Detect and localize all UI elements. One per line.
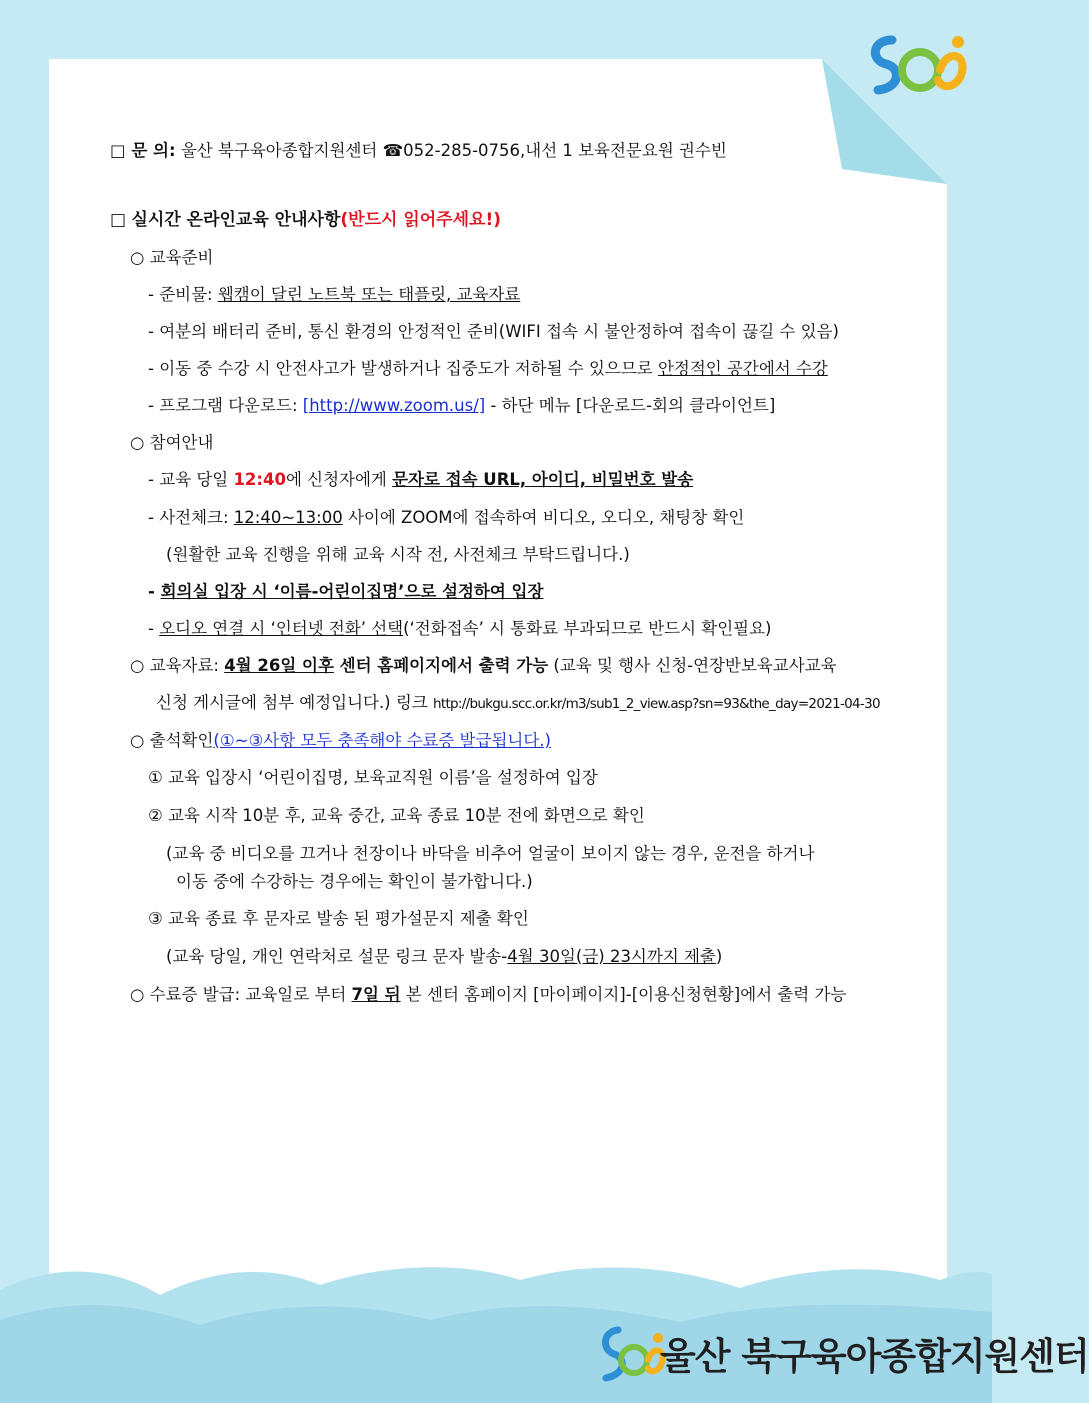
participation-precheck-suffix: 사이에 ZOOM에 접속하여 비디오, 오디오, 채팅창 확인 [342, 508, 745, 527]
attendance-requirement: (①~③사항 모두 충족해야 수료증 발급됩니다.) [213, 731, 551, 750]
participation-precheck-prefix: - 사전체크: [148, 508, 234, 527]
participation-item-sms-prefix: - 교육 당일 [148, 470, 234, 489]
participation-item-room-name [148, 581, 543, 603]
materials-link[interactable]: http://bukgu.scc.or.kr/m3/sub1_2_view.asp?sn=93&the_day=2021-04-30 [433, 696, 880, 712]
participation-precheck-time: 12:40~13:00 [233, 508, 343, 527]
participation-item-sms [148, 469, 693, 491]
materials-prefix: ○ 교육자료: [130, 656, 225, 675]
participation-audio-note: (‘전화접속’ 시 통화료 부과되므로 반드시 확인필요) [403, 619, 772, 638]
materials-suffix: (교육 및 행사 신청-연장반보육교사교육 [548, 656, 837, 675]
attendance-note-deadline: 4월 30일(금) 23시까지 제출 [507, 947, 716, 966]
materials-line [130, 655, 837, 677]
participation-sms-info: 문자로 접속 URL, 아이디, 비밀번호 발송 [392, 470, 694, 489]
attendance-item-2-note-2: 이동 중에 수강하는 경우에는 확인이 불가합니다.) [176, 872, 533, 891]
attendance-item-2: ② 교육 시작 10분 후, 교육 중간, 교육 종료 10분 전에 화면으로 확인 [148, 806, 645, 825]
section-title-warning: (반드시 읽어주세요!) [340, 210, 501, 230]
footer-center-name: 울산 북구육아종합지원센터 [660, 1335, 1089, 1378]
participation-item-precheck [148, 507, 744, 529]
certificate-period: 7일 뒤 [351, 985, 401, 1004]
contact-marker: □ 문 의: [110, 141, 176, 160]
prep-item-materials-prefix: - 준비물: [148, 285, 218, 304]
participation-audio-text: 오디오 연결 시 ‘인터넷 전화’ 선택 [159, 619, 404, 638]
participation-sms-time: 12:40 [233, 470, 286, 489]
section-title: 실시간 온라인교육 안내사항 [131, 210, 341, 230]
certificate-line [130, 984, 846, 1006]
certificate-suffix: 본 센터 홈페이지 [마이페이지]-[이용신청현황]에서 출력 가능 [400, 985, 847, 1004]
contact-text: 울산 북구육아종합지원센터 ☎052-285-0756,내선 1 보육전문요원 권수빈 [180, 141, 727, 160]
participation-audio-dash: - [148, 619, 160, 638]
prep-item-materials [148, 284, 520, 306]
attendance-item-3: ③ 교육 종료 후 문자로 발송 된 평가설문지 제출 확인 [148, 909, 529, 928]
prep-heading: ○ 교육준비 [130, 248, 214, 267]
participation-room-dash: - [148, 582, 161, 601]
attendance-note-suffix: ) [715, 947, 723, 966]
certificate-prefix: ○ 수료증 발급: 교육일로 부터 [130, 985, 352, 1004]
participation-item-sms-mid: 에 신청자에게 [285, 470, 393, 489]
participation-room-text: 회의실 입장 시 ‘이름-어린이집명’으로 설정하여 입장 [160, 582, 544, 601]
prep-item-download-prefix: - 프로그램 다운로드: [148, 396, 303, 415]
section-title-line [110, 209, 501, 231]
materials-location: 센터 홈페이지에서 출력 가능 [333, 656, 549, 675]
section-marker: □ [110, 210, 127, 230]
attendance-heading: ○ 출석확인 [130, 731, 214, 750]
prep-item-location [148, 358, 828, 380]
participation-heading: ○ 참여안내 [130, 433, 214, 452]
zoom-download-link[interactable]: [http://www.zoom.us/] [302, 396, 486, 415]
materials-line2-text: 신청 게시글에 첨부 예정입니다.) 링크 [156, 693, 433, 712]
attendance-item-3-note [166, 946, 722, 968]
center-logo-icon [862, 30, 974, 102]
attendance-item-2-note-1: (교육 중 비디오를 끄거나 천장이나 바닥을 비추어 얼굴이 보이지 않는 경우, 운전을 하거나 [166, 844, 815, 863]
prep-item-materials-text: 웹캠이 달린 노트북 또는 태플릿, 교육자료 [217, 285, 521, 304]
prep-item-location-prefix: - 이동 중 수강 시 안전사고가 발생하거나 집중도가 저하될 수 있으므로 [148, 359, 658, 378]
attendance-note-prefix: (교육 당일, 개인 연락처로 설문 링크 문자 발송- [166, 947, 508, 966]
materials-date: 4월 26일 이후 [224, 656, 334, 675]
attendance-heading-line [130, 730, 551, 752]
prep-item-download [148, 395, 775, 417]
prep-item-download-suffix: - 하단 메뉴 [다운로드-회의 클라이언트] [485, 396, 776, 415]
participation-precheck-note: (원활한 교육 진행을 위해 교육 시작 전, 사전체크 부탁드립니다.) [166, 545, 630, 564]
participation-item-audio [148, 618, 772, 640]
attendance-item-1: ① 교육 입장시 ‘어린이집명, 보육교직원 이름’을 설정하여 입장 [148, 768, 598, 787]
prep-item-location-text: 안정적인 공간에서 수강 [657, 359, 828, 378]
materials-line-2 [156, 692, 880, 715]
prep-item-battery: - 여분의 배터리 준비, 통신 환경의 안정적인 준비(WIFI 접속 시 불안정하여 접속이 끊길 수 있음) [148, 322, 839, 341]
contact-line [110, 140, 727, 162]
